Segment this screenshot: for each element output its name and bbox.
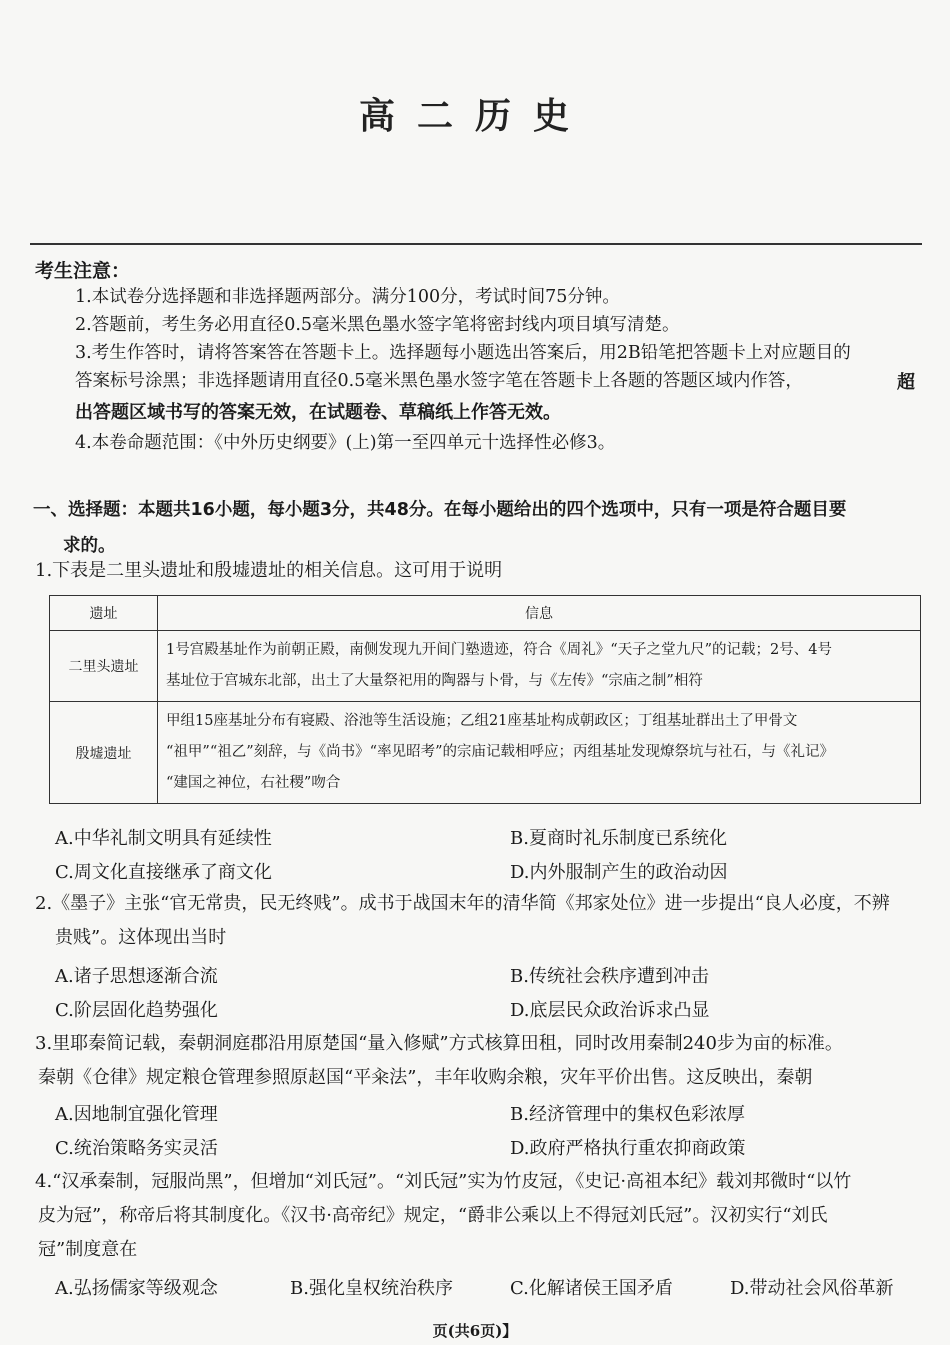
question-4-stem: 4.“汉承秦制，冠服尚黑”，但增加“刘氏冠”。“刘氏冠”实为竹皮冠，《史记·高祖本纪》载刘邦微时“以竹 [35,1171,852,1192]
q4-option-d: D.带动社会风俗革新 [730,1278,894,1299]
table-row [50,702,921,804]
q1-option-d: D.内外服制产生的政治动因 [510,862,728,883]
info-table [49,595,921,804]
section-heading [33,492,928,564]
q2-option-d: D.底层民众政治诉求凸显 [510,1000,710,1021]
info-line: “建国之神位，右社稷”吻合 [166,775,341,791]
q4-option-b: B.强化皇权统治秩序 [290,1278,453,1299]
notice-bold-start: 超 [897,372,915,393]
table-header-info: 信息 [158,596,921,631]
question-4-stem-cont-2: 冠”制度意在 [38,1239,138,1260]
q1-option-b: B.夏商时礼乐制度已系统化 [510,828,727,849]
q4-option-c: C.化解诸侯王国矛盾 [510,1278,673,1299]
question-2-stem-cont: 贵贱”。这体现出当时 [55,927,227,948]
notice-item-4: 4.本卷命题范围：《中外历史纲要》(上)第一至四单元十选择性必修3。 [75,433,616,453]
q4-option-a: A.弘扬儒家等级观念 [55,1278,218,1299]
info-line: 甲组15座基址分布有寝殿、浴池等生活设施；乙组21座基址构成朝政区；丁组基址群出土了甲骨文 [166,713,798,729]
q1-option-a: A.中华礼制文明具有延续性 [55,828,272,849]
q3-option-c: C.统治策略务实灵活 [55,1138,218,1159]
notice-heading: 考生注意： [35,260,131,282]
question-2-stem: 2.《墨子》主张“官无常贵，民无终贱”。成书于战国末年的清华简《邦家处位》进一步提出“良人必度，不辨 [35,893,890,914]
notice-item-1: 1.本试卷分选择题和非选择题两部分。满分100分，考试时间75分钟。 [75,287,620,307]
info-line: 1号宫殿基址作为前朝正殿，南侧发现九开间门塾遗迹，符合《周礼》“天子之堂九尺”的记载；2号、4号 [166,642,832,658]
question-3-stem: 3.里耶秦简记载，秦朝洞庭郡沿用原楚国“量入修赋”方式核算田租，同时改用秦制240步为亩的标准。 [35,1033,843,1054]
question-1-stem: 1.下表是二里头遗址和殷墟遗址的相关信息。这可用于说明 [35,560,503,581]
q3-option-d: D.政府严格执行重农抑商政策 [510,1138,746,1159]
notice-bold-warning: 出答题区域书写的答案无效，在试题卷、草稿纸上作答无效。 [75,402,561,423]
table-cell-site: 二里头遗址 [50,631,158,702]
q2-option-b: B.传统社会秩序遭到冲击 [510,966,709,987]
question-3-stem-cont: 秦朝《仓律》规定粮仓管理参照原赵国“平籴法”，丰年收购余粮，灾年平价出售。这反映出，秦朝 [38,1067,813,1088]
q2-option-a: A.诸子思想逐渐合流 [55,966,218,987]
header-divider [30,243,922,245]
table-cell-info [158,702,921,804]
table-header-site: 遗址 [50,596,158,631]
section-line-2: 求的。 [63,536,116,556]
table-cell-info [158,631,921,702]
section-line-1: 一、选择题：本题共16小题，每小题3分，共48分。在每小题给出的四个选项中，只有一项是符合题目要 [33,500,847,520]
q3-option-a: A.因地制宜强化管理 [55,1104,218,1125]
table-header-row [50,596,921,631]
table-row [50,631,921,702]
q2-option-c: C.阶层固化趋势强化 [55,1000,218,1021]
notice-item-2: 2.答题前，考生务必用直径0.5毫米黑色墨水签字笔将密封线内项目填写清楚。 [75,315,680,335]
notice-item-3: 3.考生作答时，请将答案答在答题卡上。选择题每小题选出答案后，用2B铅笔把答题卡上对应题目的 [75,343,851,363]
question-4-stem-cont-1: 皮为冠”，称帝后将其制度化。《汉书·高帝纪》规定，“爵非公乘以上不得冠刘氏冠”。汉初实行“刘氏 [38,1205,828,1226]
info-line: “祖甲”“祖乙”刻辞，与《尚书》“率见昭考”的宗庙记载相呼应；丙组基址发现燎祭坑与社石，与《礼记》 [166,744,834,760]
q1-option-c: C.周文化直接继承了商文化 [55,862,272,883]
info-line: 基址位于宫城东北部，出土了大量祭祀用的陶器与卜骨，与《左传》“宗庙之制”相符 [166,673,703,689]
notice-item-3-cont: 答案标号涂黑；非选择题请用直径0.5毫米黑色墨水签字笔在答题卡上各题的答题区域内作答， [75,371,803,391]
q3-option-b: B.经济管理中的集权色彩浓厚 [510,1104,745,1125]
page-footer: 页(共6页)】 [432,1322,518,1340]
page-title: 高二历史 [358,95,591,137]
table-cell-site: 殷墟遗址 [50,702,158,804]
